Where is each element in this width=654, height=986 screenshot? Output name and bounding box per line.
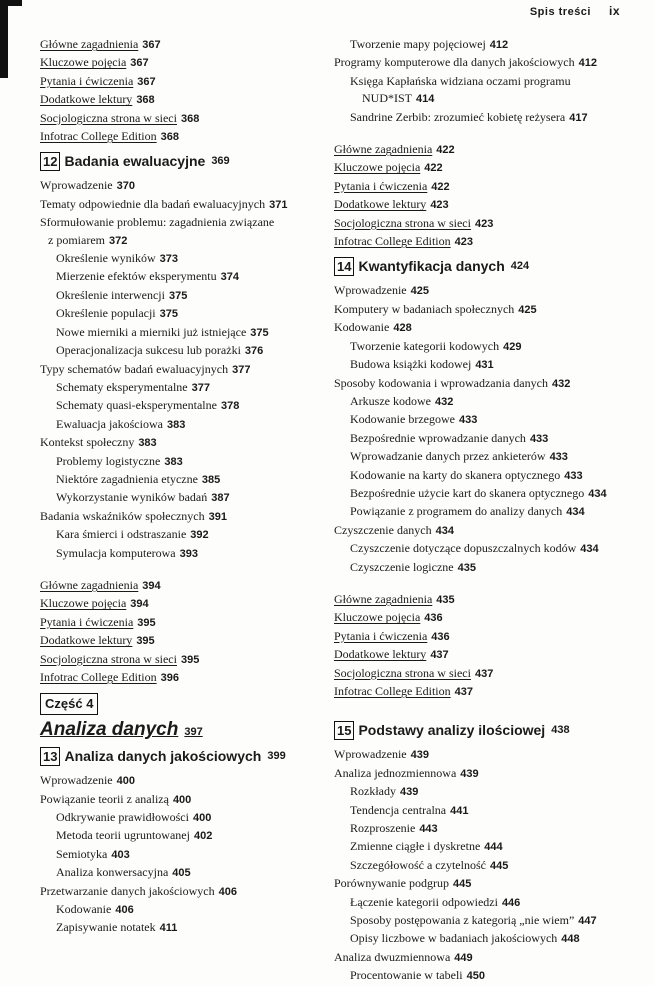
entry-title: Analiza jednozmiennowa [334, 765, 457, 780]
entry-title: Wprowadzenie [40, 773, 113, 788]
page-ref: 394 [130, 598, 149, 611]
toc-entry[interactable] [334, 746, 634, 764]
toc-entry[interactable] [40, 809, 312, 827]
scan-edge-mark [0, 0, 8, 78]
toc-entry[interactable] [334, 912, 634, 930]
toc-entry[interactable] [40, 196, 312, 214]
page-ref: 385 [201, 473, 221, 486]
toc-entry[interactable] [334, 894, 634, 912]
part-label: Część 4 [40, 693, 98, 714]
entry-title: Wprowadzenie [334, 747, 407, 762]
section-gap [334, 577, 634, 591]
toc-entry[interactable] [40, 287, 312, 305]
page-ref: 439 [400, 786, 419, 799]
page-ref: 422 [431, 180, 450, 193]
page-ref: 434 [588, 487, 607, 500]
page-ref: 368 [136, 94, 155, 107]
page-ref: 368 [160, 131, 179, 144]
scan-corner-mark [0, 0, 22, 6]
page-ref: 412 [578, 57, 597, 70]
page-ref: 414 [416, 93, 435, 106]
page-ref: 403 [111, 848, 130, 861]
entry-title: Socjologiczna strona w sieci [40, 110, 177, 125]
entry-title: Główne zagadnienia [40, 577, 139, 592]
entry-title: Programy komputerowe dla danych jakościowych [334, 55, 575, 70]
page-ref: 374 [220, 271, 239, 284]
section-gap [40, 563, 312, 577]
toc-entry[interactable] [334, 646, 634, 664]
page-ref: 433 [549, 451, 568, 464]
toc-entry[interactable] [334, 485, 634, 503]
entry-title: Infotrac College Edition [40, 670, 157, 684]
toc-entry[interactable] [334, 683, 634, 701]
entry-title: Tendencja centralna [350, 802, 447, 817]
page-ref: 383 [166, 418, 186, 431]
toc-entry[interactable] [334, 356, 634, 374]
entry-title: Dodatkowe lektury [40, 633, 133, 648]
entry-title: Kluczowe pojęcia [40, 596, 127, 611]
toc-entry[interactable] [334, 448, 634, 466]
entry-title: Tworzenie kategorii kodowych [350, 338, 500, 353]
toc-entry[interactable] [40, 305, 312, 323]
page-ref: 377 [232, 363, 251, 376]
page-ref: 423 [454, 236, 473, 249]
page-number: ix [608, 4, 620, 18]
page-ref: 448 [561, 933, 580, 946]
page-ref: 394 [142, 579, 161, 592]
toc-entry[interactable] [334, 591, 634, 609]
entry-title: Powiązanie teorii z analizą [40, 791, 169, 806]
toc-entry[interactable] [40, 883, 312, 901]
chapter-number: 12 [40, 152, 60, 171]
toc-entry[interactable] [334, 36, 634, 54]
toc-entry[interactable] [334, 73, 634, 90]
entry-title: Nowe mierniki a mierniki już istniejące [56, 324, 247, 339]
toc-entry[interactable] [40, 545, 312, 563]
page-ref: 423 [474, 217, 494, 230]
toc-entry[interactable] [40, 128, 312, 146]
toc-entry[interactable] [334, 949, 634, 967]
page-ref: 436 [424, 612, 443, 625]
toc-entry[interactable] [334, 90, 634, 108]
page-ref: 375 [159, 308, 178, 321]
entry-title: Symulacja komputerowa [56, 545, 176, 560]
toc-entry[interactable] [40, 471, 312, 489]
page-ref: 432 [434, 395, 454, 408]
chapter-number: 14 [334, 257, 354, 276]
entry-title: Kluczowe pojęcia [334, 610, 421, 625]
entry-title: z pomiarem [48, 232, 105, 247]
entry-title: Porównywanie podgrup [334, 876, 449, 891]
page-ref: 428 [393, 322, 412, 335]
toc-left-column [40, 36, 312, 938]
entry-title: Dodatkowe lektury [334, 197, 427, 212]
page-ref: 367 [130, 57, 149, 70]
toc-entry[interactable] [40, 508, 312, 526]
entry-title: Sandrine Zerbib: zrozumieć kobietę reżysera [350, 109, 566, 124]
page-ref: 439 [410, 749, 429, 762]
entry-title: Problemy logistyczne [56, 453, 161, 468]
page-ref: 434 [435, 524, 454, 537]
entry-title: Budowa książki kodowej [350, 357, 472, 372]
page-ref: 367 [142, 39, 161, 51]
page-ref: 399 [267, 750, 286, 763]
page-ref: 411 [159, 922, 178, 935]
toc-entry[interactable] [334, 338, 634, 356]
toc-entry[interactable] [334, 540, 634, 558]
page-ref: 435 [436, 593, 455, 606]
entry-title: Typy schematów badań ewaluacyjnych [40, 361, 229, 376]
toc-entry[interactable] [334, 802, 634, 820]
entry-title: Łączenie kategorii odpowiedzi [350, 894, 498, 909]
section-gap [334, 701, 634, 715]
section-title: Spis treści [529, 6, 591, 18]
page-ref: 395 [137, 616, 156, 629]
toc-entry[interactable] [40, 919, 312, 937]
entry-title: Ewaluacja jakościowa [56, 416, 163, 431]
page-ref: 400 [172, 793, 192, 806]
toc-entry[interactable] [334, 178, 634, 196]
page-ref: 376 [244, 345, 264, 358]
chapter-heading[interactable] [334, 721, 634, 740]
toc-entry[interactable] [40, 434, 312, 452]
entry-title: Czyszczenie danych [334, 522, 432, 537]
toc-entry[interactable] [40, 397, 312, 415]
page-ref: 425 [518, 303, 537, 316]
entry-title: Odkrywanie prawidłowości [56, 810, 189, 825]
toc-entry[interactable] [40, 791, 312, 809]
entry-title: Semiotyka [56, 846, 108, 861]
toc-entry[interactable] [334, 838, 634, 856]
page-ref: 371 [269, 198, 288, 211]
page-ref: 424 [510, 260, 530, 273]
toc-entry[interactable] [40, 827, 312, 845]
page-ref: 445 [489, 859, 509, 872]
entry-title: Kodowanie na karty do skanera optycznego [350, 467, 561, 482]
toc-entry[interactable] [334, 522, 634, 540]
entry-title: Schematy eksperymentalne [56, 379, 188, 394]
page-ref: 375 [168, 289, 188, 302]
chapter-title: Badania ewaluacyjne [64, 153, 206, 170]
entry-title: Pytania i ćwiczenia [334, 628, 428, 643]
toc-entry[interactable] [40, 250, 312, 268]
entry-title: Rozkłady [350, 784, 396, 799]
toc-entry[interactable] [40, 232, 312, 250]
entry-title: Czyszczenie dotyczące dopuszczalnych kodów [350, 541, 577, 556]
chapter-heading[interactable] [40, 152, 312, 171]
page-ref: 397 [184, 725, 203, 738]
toc-entry[interactable] [40, 54, 312, 72]
toc-entry[interactable] [334, 109, 634, 127]
toc-entry[interactable] [40, 864, 312, 882]
chapter-heading[interactable] [40, 747, 312, 766]
entry-title: Tematy odpowiednie dla badań ewaluacyjnych [40, 196, 266, 211]
page-ref: 369 [211, 155, 230, 168]
toc-entry[interactable] [40, 73, 312, 91]
page-ref: 400 [116, 775, 135, 788]
page-ref: 438 [551, 724, 570, 737]
toc-entry[interactable] [334, 301, 634, 319]
toc-entry[interactable] [40, 577, 312, 595]
entry-title: Dodatkowe lektury [40, 92, 133, 107]
toc-entry[interactable] [334, 875, 634, 893]
entry-title: Kodowanie [56, 902, 112, 917]
page-ref: 433 [564, 469, 583, 482]
toc-entry[interactable] [40, 177, 312, 195]
page-ref: 433 [529, 432, 549, 445]
section-gap [334, 127, 634, 141]
toc-entry[interactable] [334, 375, 634, 393]
page-ref: 402 [193, 830, 213, 843]
page-ref: 443 [419, 823, 438, 836]
entry-title: Wprowadzenie [334, 283, 407, 298]
entry-title: Pytania i ćwiczenia [40, 73, 134, 88]
entry-title: Metoda teorii ugruntowanej [56, 828, 190, 843]
entry-title: Kara śmierci i odstraszanie [56, 527, 187, 542]
entry-title: Kontekst społeczny [40, 435, 135, 450]
page-ref: 368 [180, 112, 200, 125]
toc-entry[interactable] [334, 393, 634, 411]
entry-title: Kluczowe pojęcia [40, 55, 127, 70]
page-ref: 373 [159, 253, 179, 266]
toc-entry[interactable] [334, 54, 634, 72]
toc-entry[interactable] [40, 651, 312, 669]
page-ref: 449 [454, 951, 473, 964]
toc-entry[interactable] [334, 930, 634, 948]
toc-entry[interactable] [40, 214, 312, 231]
entry-title: Księga Kapłańska widziana oczami programu [350, 73, 571, 88]
toc-entry[interactable] [334, 430, 634, 448]
toc-entry[interactable] [334, 215, 634, 233]
page-ref: 431 [475, 359, 494, 372]
toc-entry[interactable] [334, 503, 634, 521]
entry-title: Wprowadzanie danych przez ankieterów [350, 449, 546, 464]
entry-title: NUD*IST [362, 91, 412, 106]
page-ref: 437 [454, 686, 473, 698]
entry-title: Arkusze kodowe [350, 393, 431, 408]
page-ref: 429 [503, 340, 522, 353]
toc-entry[interactable] [40, 846, 312, 864]
chapter-heading[interactable] [334, 257, 634, 276]
page-ref: 423 [430, 199, 449, 212]
entry-title: Socjologiczna strona w sieci [334, 215, 471, 230]
entry-title: Szczegółowość a czytelność [350, 857, 486, 872]
page-ref: 437 [430, 649, 449, 662]
page-ref: 437 [474, 667, 494, 680]
page-ref: 447 [578, 915, 597, 928]
page-ref: 395 [180, 653, 200, 666]
page-ref: 441 [450, 804, 469, 817]
entry-title: Kodowanie brzegowe [350, 412, 455, 427]
page-ref: 422 [436, 144, 455, 157]
page-ref: 383 [164, 455, 183, 468]
page-ref: 372 [108, 234, 128, 247]
entry-title: Wprowadzenie [40, 178, 113, 193]
entry-title: Określenie wyników [56, 251, 156, 266]
page-ref: 434 [580, 543, 599, 556]
toc-entry[interactable] [334, 783, 634, 801]
chapter-title: Podstawy analizy ilościowej [358, 722, 546, 739]
toc-entry[interactable] [334, 559, 634, 577]
toc-entry[interactable] [334, 857, 634, 875]
toc-entry[interactable] [334, 765, 634, 783]
entry-title: Sformułowanie problemu: zagadnienia związane [40, 215, 275, 230]
toc-entry[interactable] [40, 361, 312, 379]
entry-title: Analiza dwuzmiennowa [334, 949, 451, 964]
chapter-number: 13 [40, 747, 60, 766]
toc-entry[interactable] [334, 159, 634, 177]
entry-title: Rozproszenie [350, 821, 416, 836]
entry-title: Schematy quasi-eksperymentalne [56, 398, 217, 413]
page-ref: 445 [452, 878, 472, 891]
toc-entry[interactable] [40, 110, 312, 128]
entry-title: Kodowanie [334, 320, 390, 335]
part-title [40, 718, 312, 741]
page-ref: 435 [457, 561, 476, 574]
entry-title: Pytania i ćwiczenia [40, 614, 134, 629]
chapter-number: 15 [334, 721, 354, 740]
toc-entry[interactable] [334, 411, 634, 429]
toc-entry[interactable] [334, 141, 634, 159]
toc-entry[interactable] [40, 416, 312, 434]
toc-entry[interactable] [334, 967, 634, 985]
page-ref: 425 [410, 285, 429, 298]
part-heading [40, 687, 312, 714]
entry-title: Powiązanie z programem do analizy danych [350, 504, 563, 519]
entry-title: Zapisywanie notatek [56, 920, 156, 935]
page-ref: 370 [116, 180, 135, 193]
page-ref: 405 [172, 867, 191, 880]
toc-entry[interactable] [40, 36, 312, 54]
toc-entry[interactable] [334, 319, 634, 337]
toc-entry[interactable] [40, 595, 312, 613]
page-ref: 434 [566, 506, 585, 519]
toc-entry[interactable] [334, 609, 634, 627]
entry-title: Opisy liczbowe w badaniach jakościowych [350, 931, 558, 946]
entry-title: Bezpośrednie użycie kart do skanera optycznego [350, 485, 585, 500]
page-ref: 387 [211, 492, 230, 505]
toc-entry[interactable] [334, 196, 634, 214]
page-ref: 406 [115, 904, 134, 917]
page-ref: 391 [208, 510, 227, 523]
entry-title: Socjologiczna strona w sieci [40, 651, 177, 666]
toc-entry[interactable] [334, 665, 634, 683]
page-ref: 444 [484, 841, 503, 854]
toc-entry[interactable] [334, 467, 634, 485]
toc-entry[interactable] [40, 489, 312, 507]
page-ref: 439 [460, 767, 479, 780]
toc-entry[interactable] [40, 669, 312, 687]
toc-entry[interactable] [40, 342, 312, 360]
chapter-title: Kwantyfikacja danych [358, 258, 505, 275]
entry-title: Infotrac College Edition [334, 684, 451, 698]
toc-right-column [334, 36, 634, 986]
entry-title: Kluczowe pojęcia [334, 160, 421, 175]
entry-title: Tworzenie mapy pojęciowej [350, 37, 486, 51]
chapter-title: Analiza danych jakościowych [64, 748, 262, 765]
entry-title: Operacjonalizacja sukcesu lub porażki [56, 343, 241, 358]
toc-entry[interactable] [40, 91, 312, 109]
entry-title: Bezpośrednie wprowadzanie danych [350, 430, 526, 445]
page-ref: 377 [191, 381, 210, 394]
toc-entry[interactable] [40, 526, 312, 544]
page-ref: 383 [138, 437, 157, 450]
entry-title: Główne zagadnienia [334, 591, 433, 606]
page-ref: 395 [136, 635, 155, 648]
page-ref: 412 [489, 39, 509, 51]
entry-title: Infotrac College Edition [40, 129, 157, 144]
entry-title: Mierzenie efektów eksperymentu [56, 269, 217, 284]
page-ref: 446 [501, 896, 521, 909]
entry-title: Komputery w badaniach społecznych [334, 301, 515, 316]
entry-title: Zmienne ciągłe i dyskretne [350, 839, 481, 854]
page-ref: 417 [569, 111, 588, 124]
toc-entry[interactable] [334, 628, 634, 646]
entry-title: Infotrac College Edition [334, 234, 451, 249]
toc-entry[interactable] [334, 282, 634, 300]
page-ref: 422 [424, 162, 443, 175]
page-ref: 375 [250, 326, 269, 339]
page-ref: 378 [220, 400, 240, 413]
page-ref: 433 [458, 414, 478, 427]
toc-entry[interactable] [40, 772, 312, 790]
page-ref: 436 [431, 630, 450, 643]
page-ref: 392 [190, 529, 209, 542]
entry-title: Socjologiczna strona w sieci [334, 665, 471, 680]
entry-title: Niektóre zagadnienia etyczne [56, 471, 198, 486]
entry-title: Analiza konwersacyjna [56, 865, 169, 880]
page-ref: 396 [160, 672, 179, 684]
toc-entry[interactable] [40, 901, 312, 919]
entry-title: Sposoby kodowania i wprowadzania danych [334, 375, 548, 390]
page-ref: 432 [551, 377, 571, 390]
toc-entry[interactable] [40, 632, 312, 650]
entry-title: Dodatkowe lektury [334, 647, 427, 662]
entry-title: Główne zagadnienia [40, 37, 139, 51]
entry-title: Przetwarzanie danych jakościowych [40, 883, 215, 898]
entry-title: Wykorzystanie wyników badań [56, 490, 208, 505]
page-ref: 367 [137, 75, 156, 88]
entry-title: Procentowanie w tabeli [350, 968, 463, 983]
page-ref: 393 [179, 547, 198, 560]
entry-title: Określenie populacji [56, 306, 156, 321]
page-ref: 400 [192, 812, 212, 825]
page-ref: 406 [218, 885, 237, 898]
toc-entry[interactable] [40, 379, 312, 397]
running-head [530, 4, 620, 18]
entry-title: Czyszczenie logiczne [350, 559, 454, 574]
entry-title: Badania wskaźników społecznych [40, 508, 205, 523]
page-ref: 450 [466, 970, 485, 983]
toc-entry[interactable] [40, 268, 312, 286]
toc-entry[interactable] [40, 614, 312, 632]
entry-title: Główne zagadnienia [334, 142, 433, 157]
toc-entry[interactable] [334, 820, 634, 838]
part-title-text: Analiza danych [40, 718, 179, 740]
toc-entry[interactable] [334, 233, 634, 251]
entry-title: Określenie interwencji [56, 287, 165, 302]
toc-entry[interactable] [40, 324, 312, 342]
entry-title: Sposoby postępowania z kategorią „nie wiem” [350, 913, 575, 928]
toc-entry[interactable] [40, 453, 312, 471]
entry-title: Pytania i ćwiczenia [334, 178, 428, 193]
